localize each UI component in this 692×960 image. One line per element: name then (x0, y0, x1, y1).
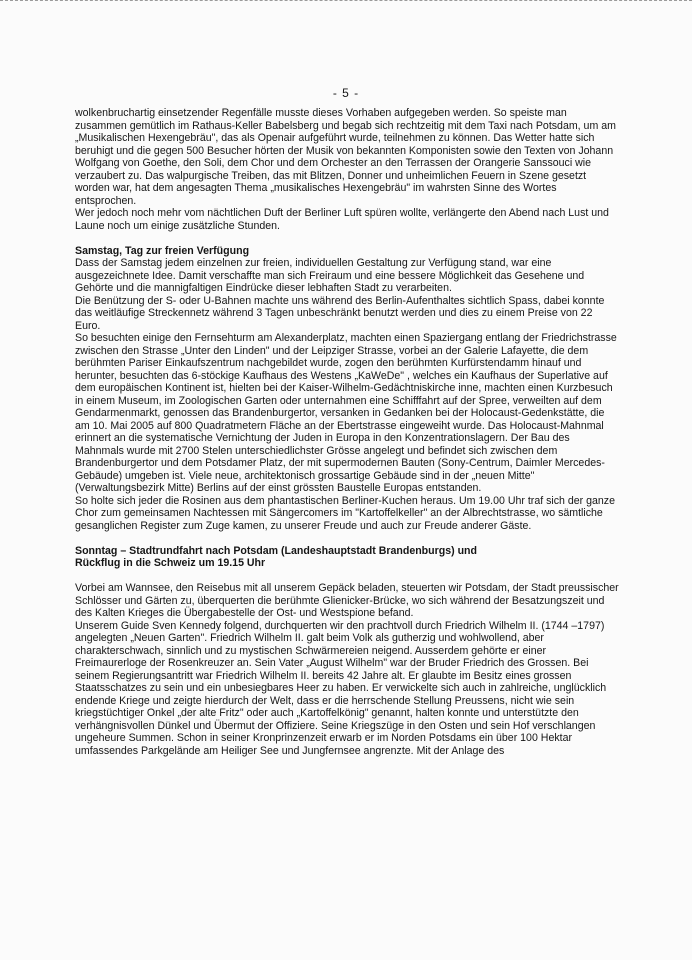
saturday-paragraph: So holte sich jeder die Rosinen aus dem phantastischen Berliner-Kuchen heraus. Um 19.00 Uhr traf sich der ganze Chor zum gemeinsamen Nachtessen mit Sängercomers im "Kartoffelkeller" an der Albrechtstrasse, wo sämtliche gesanglichen Register zum Zuge kamen, zu unserer Freude und auch zur Freude anderer Gäste. (75, 494, 615, 532)
page-number: - 5 - (332, 86, 360, 100)
page-top-edge (0, 0, 692, 5)
intro-paragraph: wolkenbruchartig einsetzender Regenfälle musste dieses Vorhaben aufgegeben werden. So speiste man zusammen gemütlich im Rathaus-Keller Babelsberg und begab sich rechtzeitig mit dem Taxi nach Potsdam, um am „Musikalischen Hexengebräu", das als Openair aufgeführt wurde, teilnehmen zu können. Das Wetter hatte sich beruhigt und die gegen 500 Besucher hörten der Musik von bekannten Komponisten sowie den Texten von Johann Wolfgang von Goethe, den Soli, dem Chor und dem Orchester an den Terrassen der Orangerie Sanssouci wie verzaubert zu. Das walpurgische Treiben, das mit Blitzen, Donner und unheimlichen Feuern in Szene gesetzt worden war, hat dem angesagten Thema „musikalisches Hexengebräu" im wahrsten Sinne des Wortes entsprochen. (75, 107, 616, 207)
sunday-paragraph: Vorbei am Wannsee, den Reisebus mit all unserem Gepäck beladen, steuerten wir Potsdam, der Stadt preussischer Schlösser und Gärten zu, überquerten die berühmte Glienicker-Brücke, wo sich während der Besatzungszeit und des Kalten Krieges die Übergabestelle der Ost- und Westspione befand. (75, 582, 619, 619)
saturday-paragraph: Dass der Samstag jedem einzelnen zur freien, individuellen Gestaltung zur Verfügung stand, war eine ausgezeichnete Idee. Damit verschaffte man sich Freiraum und eine bessere Möglichkeit das Gesehene und Gehörte und die mannigfaltigen Eindrücke dieser lebhaften Stadt zu verarbeiten. (75, 257, 585, 294)
intro-paragraph-continued: Wer jedoch noch mehr vom nächtlichen Duft der Berliner Luft spüren wollte, verlängerte den Abend nach Lust und Laune noch um einige zusätzliche Stunden. (75, 207, 609, 232)
section-heading-sunday-line2: Rückflug in die Schweiz um 19.15 Uhr (75, 557, 266, 569)
saturday-paragraph: So besuchten einige den Fernsehturm am Alexanderplatz, machten einen Spaziergang entlang der Friedrichstrasse zwischen den Strasse „Unter den Linden" und der Leipziger Strasse, vorbei an der Galerie Lafayette, die dem berühmten Pariser Einkaufszentrum nachgebildet wurde, zogen den berühmten Kurfürstendamm hinauf und herunter, besuchten das 6-stöckige Kaufhaus des Westens „KaWeDe" , welches ein Kaufhaus der Superlative auf dem europäischen Kontinent ist, hielten bei der Kaiser-Wilhelm-Gedächtniskirche inne, machten einen Kurzbesuch in einem Museum, im Zoologischen Garten oder unternahmen eine Schifffahrt auf der Spree, verweilten auf dem Gendarmenmarkt, genossen das Brandenburgertor, versanken in Gedanken bei der Holocaust-Gedenkstätte, die am 10. Mai 2005 auf 800 Quadratmetern Fläche an der Ebertstrasse eingeweiht wurde. Das Holocaust-Mahnmal erinnert an die systematische Vernichtung der Juden in Europa in den Konzentrationslagern. Der Bau des Mahnmals wurde mit 2700 Stelen unterschiedlichster Grösse angelegt und befindet sich zwischen dem Brandenburgertor und dem Potsdamer Platz, der mit supermodernen Bauten (Sony-Centrum, Daimler Mercedes-Gebäude) umgeben ist. Viele neue, architektonisch grossartige Gebäude sind in der „neuen Mitte" (Verwaltungsbezirk Mitte) Berlins auf der einst grössten Baustelle Europas entstanden. (75, 332, 617, 494)
section-heading-saturday: Samstag, Tag zur freien Verfügung (75, 244, 250, 257)
document-body (75, 107, 619, 757)
section-heading-sunday-line1: Sonntag – Stadtrundfahrt nach Potsdam (Landeshauptstadt Brandenburgs) und (75, 544, 477, 557)
saturday-paragraph: Die Benützung der S- oder U-Bahnen machte uns während des Berlin-Aufenthaltes sichtlich Spass, dabei konnte das weitläufige Streckennetz während 3 Tagen unbeschränkt benutzt werden und dies zu einem Preise von 22 Euro. (75, 294, 605, 332)
sunday-paragraph: Unserem Guide Sven Kennedy folgend, durchquerten wir den prachtvoll durch Friedrich Wilhelm II. (1744 –1797) angelegten „Neuen Garten". Friedrich Wilhelm II. galt beim Volk als gutherzig und wohlwollend, aber charakterschwach, sinnlich und zu mystischen Schwärmereien neigend. Ausserdem gehörte er einer Freimaurerloge der Rosenkreuzer an. Sein Vater „August Wilhelm" war der Bruder Friedrich des Grossen. Bei seinem Regierungsantritt war Friedrich Wilhelm II. bereits 42 Jahre alt. Er glaubte im Besitz eines grossen Staatsschatzes zu sein und ein unbesiegbares Heer zu haben. Er verwickelte sich auch in zahlreiche, unglücklich endende Kriege und zeigte hierdurch der Welt, dass er die herrschende Stellung Preussens, nicht wie sein kriegstüchtiger Onkel „der alte Fritz" oder auch „Kartoffelkönig" genannt, halten konnte und unterstützte den verhängnisvollen Dünkel und Übermut der Offiziere. Seine Kriegszüge in den Osten und sein Hof verschlangen ungeheure Summen. Schon in seiner Kronprinzenzeit erwarb er im Norden Potsdams ein über 100 Hektar umfassendes Parkgelände am Heiliger See und Jungfernsee angrenzte. Mit der Anlage des (75, 619, 607, 757)
section-heading-sunday (75, 545, 619, 570)
